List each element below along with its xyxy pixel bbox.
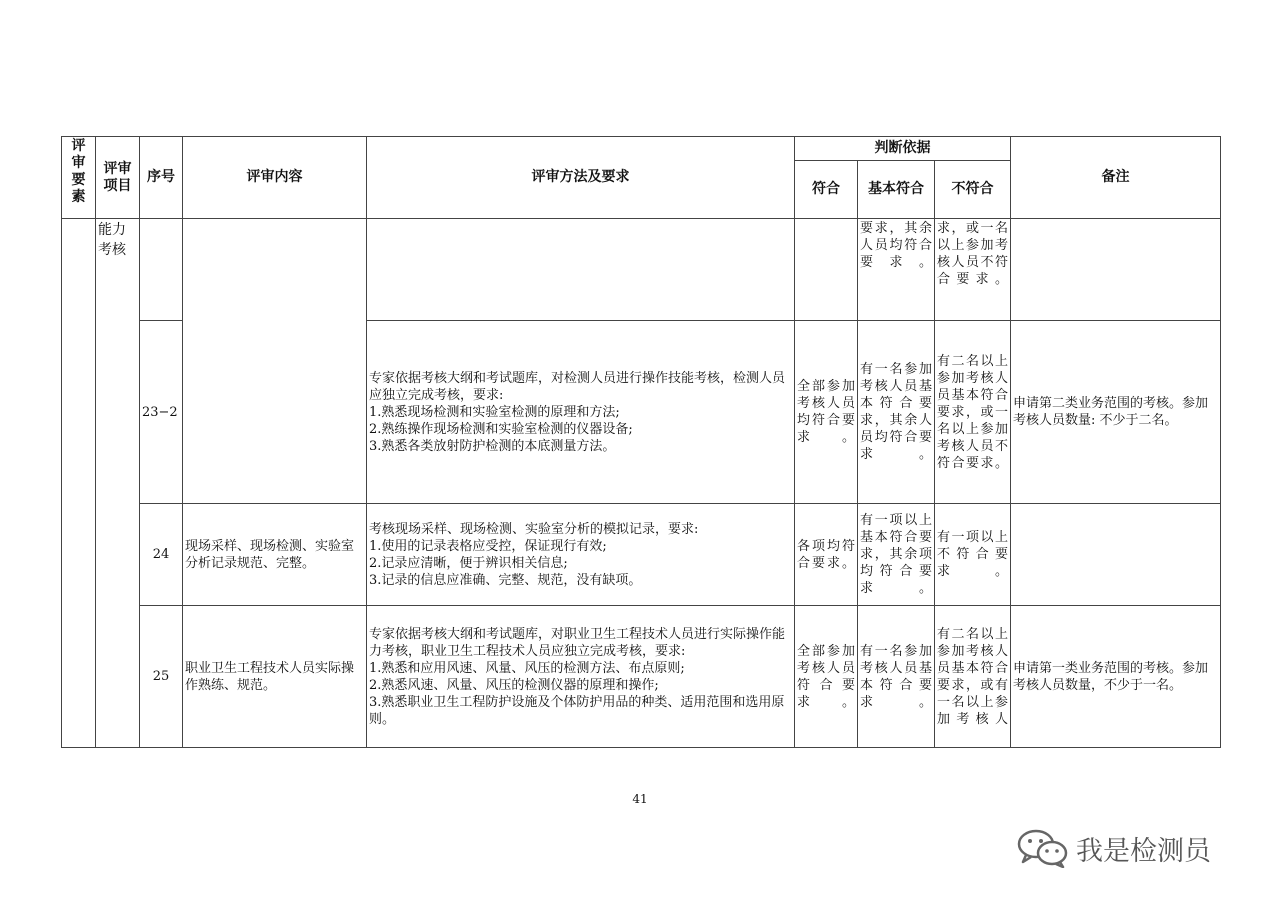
seq-cell: 24 [140,504,183,606]
remark-cell [1011,504,1221,606]
seq-cell [140,219,183,321]
basic-cell: 有一名参加考核人员基本符合要求。 [858,606,935,748]
basic-cell: 要求，其余人员均符合要求。 [858,219,935,321]
remark-cell: 申请第二类业务范围的考核。参加考核人员数量: 不少于二名。 [1011,321,1221,504]
nonconform-cell: 有二名以上参加考核人员基本符合要求，或一名以上参加考核人员不符合要求。 [935,321,1011,504]
method-cell [367,219,795,321]
header-remark: 备注 [1011,137,1221,219]
review-element-cell [62,219,96,748]
conform-cell: 全部参加考核人员均符合要求。 [795,321,858,504]
review-table [61,136,1221,748]
header-review-element: 评 审 要 素 [62,137,96,219]
basic-cell: 有一名参加考核人员基本符合要求，其余人员均符合要求。 [858,321,935,504]
remark-cell: 申请第一类业务范围的考核。参加考核人员数量，不少于一名。 [1011,606,1221,748]
content-cell: 职业卫生工程技术人员实际操作熟练、规范。 [183,606,367,748]
nonconform-cell: 有一项以上不符合要求。 [935,504,1011,606]
content-cell [183,219,367,504]
seq-cell: 23−2 [140,321,183,504]
watermark-text: 我是检测员 [1076,835,1211,867]
remark-cell [1011,219,1221,321]
conform-cell [795,219,858,321]
header-seq: 序号 [140,137,183,219]
header-nonconform: 不符合 [935,161,1011,219]
nonconform-cell: 有二名以上参加考核人员基本符合要求，或有一名以上参加考核人 [935,606,1011,748]
header-conform: 符合 [795,161,858,219]
header-judgment: 判断依据 [795,137,1011,161]
nonconform-cell: 求，或一名以上参加考核人员不符合要求。 [935,219,1011,321]
conform-cell: 全部参加考核人员符合要求。 [795,606,858,748]
page-number: 41 [632,792,648,806]
header-content: 评审内容 [183,137,367,219]
conform-cell: 各项均符合要求。 [795,504,858,606]
header-method: 评审方法及要求 [367,137,795,219]
content-cell: 现场采样、现场检测、实验室分析记录规范、完整。 [183,504,367,606]
wechat-icon [1016,828,1070,868]
review-item-cell: 能力 考核 [96,219,140,748]
table-row [62,606,1221,748]
header-basic: 基本符合 [858,161,935,219]
method-cell: 专家依据考核大纲和考试题库，对检测人员进行操作技能考核，检测人员应独立完成考核，要求: 1.熟悉现场检测和实验室检测的原理和方法; 2.熟练操作现场检测和实验室检测的仪器设备; 3.熟悉各类放射防护检测的本底测量方法。 [367,321,795,504]
header-review-item: 评审 项目 [96,137,140,219]
method-cell: 考核现场采样、现场检测、实验室分析的模拟记录，要求: 1.使用的记录表格应受控，保证现行有效; 2.记录应清晰，便于辨识相关信息; 3.记录的信息应准确、完整、规范，没有缺项。 [367,504,795,606]
table-row [62,219,1221,321]
method-cell: 专家依据考核大纲和考试题库，对职业卫生工程技术人员进行实际操作能力考核，职业卫生工程技术人员应独立完成考核，要求: 1.熟悉和应用风速、风量、风压的检测方法、布点原则; 2.熟悉风速、风量、风压的检测仪器的原理和操作; 3.熟悉职业卫生工程防护设施及个体防护用品的种类、适用范围和选用原则。 [367,606,795,748]
seq-cell: 25 [140,606,183,748]
watermark [1016,826,1211,870]
basic-cell: 有一项以上基本符合要求，其余项均符合要求。 [858,504,935,606]
table-row [62,504,1221,606]
